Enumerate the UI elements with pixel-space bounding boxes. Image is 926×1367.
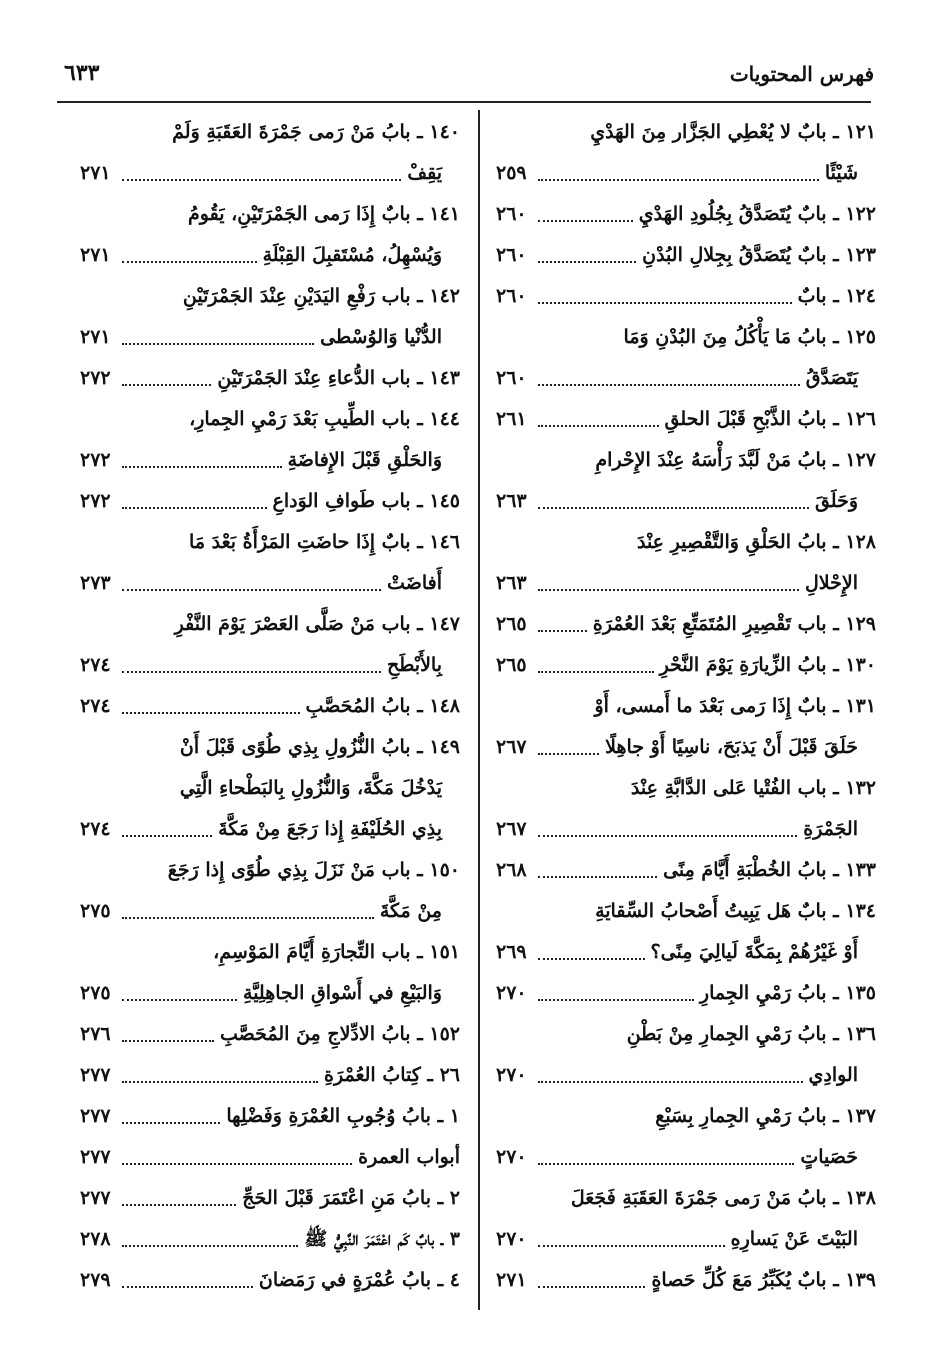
toc-entry-page: ٢٦٥ — [496, 654, 527, 676]
toc-entry-text: ١٤٦ ـ بابٌ إِذَا حاضَتِ المَرْأَةُ بَعْدَ مَا — [189, 531, 460, 553]
toc-entry-line — [80, 194, 460, 235]
dot-leader — [538, 876, 657, 878]
dot-leader — [122, 999, 237, 1001]
toc-entry-text: بِذِي الحُلَيْفَةِ إِذا رَجَعَ مِنْ مَكَّةَ — [218, 818, 442, 840]
dot-leader — [538, 835, 797, 837]
page-header-title: فهرس المحتويات — [729, 62, 874, 86]
toc-entry-line — [496, 686, 876, 727]
toc-entry-page: ٢٧٧ — [80, 1187, 111, 1209]
toc-entry-text: أبواب العمرة — [358, 1146, 460, 1168]
toc-entry-line — [496, 481, 876, 522]
toc-entry-text: ١٢٧ ـ بابُ مَنْ لَبَّدَ رَأْسَهُ عِنْدَ الإِحْرامِ — [595, 449, 876, 471]
toc-entry-page: ٢٧٠ — [496, 1146, 527, 1168]
toc-entry-page: ٢٧١ — [80, 162, 111, 184]
toc-entry-line — [80, 1014, 460, 1055]
toc-entry-text: ١٥٠ ـ باب مَنْ نَزَلَ بِذِي طُوًى إِذا رَجَعَ — [167, 859, 460, 881]
toc-entry-line — [80, 399, 460, 440]
toc-entry-text: بِالأَبْطَحِ — [386, 654, 442, 676]
toc-entry-page: ٢٦٩ — [496, 941, 527, 963]
toc-entry-text: ١٤٥ ـ باب طَوافِ الوَداعِ — [272, 490, 460, 512]
toc-entry-text: ١٢٨ ـ بابُ الحَلْقِ وَالتَّقْصِيرِ عِنْدَ — [636, 531, 876, 553]
toc-entry-line — [80, 153, 460, 194]
toc-entry-page: ٢٧١ — [496, 1269, 527, 1291]
toc-entry-text: ١٣٧ ـ بابُ رَمْيِ الجِمارِ بِسَبْعِ — [655, 1105, 876, 1127]
toc-entry-text: ١٤٩ ـ بابُ النُّزُولِ بِذِي طُوًى قَبْلَ أَنْ — [179, 736, 460, 758]
toc-entry-text: حَصَياتٍ — [800, 1146, 858, 1168]
page-number: ٦٣٣ — [64, 60, 100, 86]
toc-entry-text: ١٣٥ ـ بابُ رَمْيِ الجِمارِ — [699, 982, 876, 1004]
toc-entry-line — [80, 522, 460, 563]
toc-entry-page: ٢٧٧ — [80, 1064, 111, 1086]
dot-leader — [122, 712, 300, 714]
toc-entry-text: مِنْ مَكَّةَ — [379, 900, 442, 922]
dot-leader — [122, 179, 401, 181]
toc-entry-line — [80, 850, 460, 891]
toc-entry-line — [80, 440, 460, 481]
header-rule — [57, 101, 871, 103]
toc-entry-page: ٢٦٥ — [496, 613, 527, 635]
toc-entry-text: ١٢٦ ـ بابُ الذَّبْحِ قَبْلَ الحلقِ — [664, 408, 876, 430]
toc-entry-text: وَحَلَقَ — [814, 490, 858, 512]
toc-entry-page: ٢٧٢ — [80, 367, 111, 389]
toc-entry-line — [80, 604, 460, 645]
toc-entry-text: ١٥١ ـ باب التِّجارَةِ أَيَّامَ المَوْسِمِ، — [213, 941, 460, 963]
toc-entry-text: ١٢١ ـ بابٌ لا يُعْطِي الجَزَّار مِنَ الهَدْيِ — [590, 121, 876, 143]
toc-entry-text: ١٤٧ ـ باب مَنْ صَلَّى العَصْرَ يَوْمَ النَّفْرِ — [174, 613, 460, 635]
toc-entry-line — [80, 358, 460, 399]
toc-entry-text: يَدْخُلَ مَكَّةَ، وَالنُّزُولِ بِالبَطْحاءِ الَّتِي — [179, 777, 442, 799]
toc-entry-line — [80, 276, 460, 317]
toc-entry-line — [496, 563, 876, 604]
toc-entry-page: ٢٧٩ — [80, 1269, 111, 1291]
toc-entry-line — [80, 1178, 460, 1219]
toc-entry-page: ٢٦٠ — [496, 244, 527, 266]
toc-entry-line — [80, 809, 460, 850]
dot-leader — [122, 507, 267, 509]
dot-leader — [538, 753, 599, 755]
dot-leader — [122, 384, 211, 386]
toc-entry-page: ٢٦٧ — [496, 818, 527, 840]
toc-entry-line — [80, 727, 460, 768]
dot-leader — [122, 1081, 318, 1083]
toc-entry-text: ٢ ـ بابُ مَنِ اعْتَمَرَ قَبْلَ الحَجِّ — [242, 1187, 460, 1209]
toc-entry-line — [496, 1055, 876, 1096]
toc-entry-page: ٢٧٨ — [80, 1228, 111, 1250]
toc-entry-page: ٢٦٣ — [496, 490, 527, 512]
toc-entry-page: ٢٧٠ — [496, 1064, 527, 1086]
toc-entry-line — [80, 1055, 460, 1096]
toc-entry-page: ٢٧٢ — [80, 490, 111, 512]
dot-leader — [122, 466, 282, 468]
toc-entry-text: ١٤١ ـ بابٌ إِذَا رَمى الجَمْرَتَيْنِ، يَقُومُ — [188, 203, 460, 225]
toc-entry-line — [80, 235, 460, 276]
toc-entry-line — [496, 112, 876, 153]
toc-entry-line — [496, 645, 876, 686]
toc-entry-line — [496, 522, 876, 563]
toc-entry-page: ٢٦٠ — [496, 367, 527, 389]
toc-entry-line — [496, 1260, 876, 1301]
dot-leader — [122, 1040, 214, 1042]
toc-entry-page: ٢٧٧ — [80, 1105, 111, 1127]
toc-entry-line — [496, 1137, 876, 1178]
toc-entry-line — [80, 481, 460, 522]
toc-entry-page: ٢٧٦ — [80, 1023, 111, 1045]
toc-entry-text: شَيْئًا — [824, 162, 858, 184]
toc-entry-page: ٢٦٨ — [496, 859, 527, 881]
toc-entry-text: البَيْتَ عَنْ يَسارِهِ — [730, 1228, 858, 1250]
toc-entry-text: ١٣٩ ـ بابٌ يُكَبِّرُ مَعَ كُلِّ حَصاةٍ — [651, 1269, 876, 1291]
toc-entry-page: ٢٧٧ — [80, 1146, 111, 1168]
toc-right-column — [496, 112, 876, 1301]
toc-entry-page: ٢٧١ — [80, 326, 111, 348]
toc-entry-line — [496, 727, 876, 768]
toc-entry-text: ١٤٣ ـ باب الدُّعاءِ عِنْدَ الجَمْرَتَيْنِ — [217, 367, 460, 389]
toc-entry-text: ١٣١ ـ بابٌ إِذَا رَمى بَعْدَ ما أَمسى، أَوْ — [594, 695, 876, 717]
toc-entry-text: ١٤٤ ـ باب الطِّيبِ بَعْدَ رَمْيِ الجِمارِ، — [189, 408, 460, 430]
toc-entry-page: ٢٦٠ — [496, 203, 527, 225]
dot-leader — [122, 589, 381, 591]
toc-entry-text: الوادِي — [808, 1064, 858, 1086]
toc-left-column — [80, 112, 460, 1301]
toc-entry-line — [496, 850, 876, 891]
toc-entry-line — [80, 1137, 460, 1178]
toc-entry-line — [496, 399, 876, 440]
toc-entry-page: ٢٧٥ — [80, 900, 111, 922]
toc-entry-page: ٢٦٠ — [496, 285, 527, 307]
dot-leader — [122, 671, 381, 673]
toc-entry-line — [80, 768, 460, 809]
toc-entry-line — [496, 973, 876, 1014]
toc-entry-text: ١٣٨ ـ بابُ مَنْ رَمى جَمْرَةَ العَقَبَةِ فَجَعَلَ — [570, 1187, 876, 1209]
toc-entry-page: ٢٧٢ — [80, 449, 111, 471]
toc-entry-text: الإِحْلالِ — [804, 572, 858, 594]
toc-entry-text: ١٣٠ ـ بابُ الزِّيارَةِ يَوْمَ النَّحْرِ — [659, 654, 876, 676]
dot-leader — [538, 425, 659, 427]
toc-entry-line — [80, 563, 460, 604]
toc-entry-page: ٢٥٩ — [496, 162, 527, 184]
dot-leader — [538, 999, 694, 1001]
toc-entry-text: ١٣٢ ـ باب الفُتْيا عَلى الدَّابَّةِ عِنْدَ — [630, 777, 876, 799]
toc-entry-line — [80, 932, 460, 973]
toc-entry-line — [496, 153, 876, 194]
toc-entry-text: الجَمْرَةِ — [803, 818, 858, 840]
column-divider — [478, 110, 480, 1310]
toc-entry-line — [80, 686, 460, 727]
toc-entry-line — [496, 1178, 876, 1219]
toc-entry-line — [496, 1096, 876, 1137]
toc-entry-line — [80, 317, 460, 358]
dot-leader — [538, 589, 799, 591]
toc-entry-line — [496, 317, 876, 358]
dot-leader — [122, 917, 374, 919]
toc-entry-text: ١٣٤ ـ بابٌ هَل يَبِيتُ أَصْحابُ السِّقايَةِ — [595, 900, 876, 922]
toc-entry-text: وَالبَيْعِ في أَسْواقِ الجاهِلِيَّةِ — [243, 982, 442, 1004]
toc-entry-line — [496, 276, 876, 317]
toc-entry-page: ٢٧٤ — [80, 695, 111, 717]
dot-leader — [538, 507, 809, 509]
toc-entry-text: ١٤٠ ـ بابُ مَنْ رَمى جَمْرَةَ العَقَبَةِ وَلَمْ — [172, 121, 460, 143]
toc-entry-text: ١٥٢ ـ بابُ الادِّلاجِ مِنَ المُحَصَّبِ — [220, 1023, 460, 1045]
toc-entry-text: ١٤٨ ـ بابُ المُحَصَّبِ — [305, 695, 460, 717]
dot-leader — [122, 343, 314, 345]
toc-entry-text: أَفاضَتْ — [387, 572, 442, 594]
toc-entry-page: ٢٧٥ — [80, 982, 111, 1004]
toc-entry-line — [80, 1219, 460, 1260]
toc-entry-text: ١ ـ بابُ وُجُوبِ العُمْرَةِ وَفَضْلِها — [226, 1105, 460, 1127]
toc-entry-page: ٢٧١ — [80, 244, 111, 266]
toc-entry-page: ٢٧٤ — [80, 818, 111, 840]
toc-entry-text: ٣ ـ بابٌ كَم اعْتَمَرَ النَّبِيُّ ﷺ — [304, 1228, 460, 1250]
toc-entry-line — [80, 645, 460, 686]
toc-entry-line — [496, 932, 876, 973]
toc-entry-line — [80, 1096, 460, 1137]
toc-entry-line — [496, 604, 876, 645]
toc-entry-line — [496, 235, 876, 276]
toc-entry-text: ١٢٢ ـ بابٌ يُتَصَدَّقُ بِجُلُودِ الهَدْيِ — [638, 203, 876, 225]
dot-leader — [122, 261, 257, 263]
toc-entry-page: ٢٦٣ — [496, 572, 527, 594]
toc-entry-line — [80, 891, 460, 932]
toc-entry-text: ٤ ـ بابُ عُمْرَةٍ في رَمَضانَ — [258, 1269, 460, 1291]
dot-leader — [538, 1286, 645, 1288]
dot-leader — [538, 384, 800, 386]
dot-leader — [538, 1081, 803, 1083]
toc-entry-text: يَقِفْ — [407, 162, 442, 184]
dot-leader — [122, 1286, 253, 1288]
dot-leader — [538, 179, 819, 181]
toc-entry-line — [80, 112, 460, 153]
toc-entry-text: ١٣٣ ـ بابُ الخُطْبَةِ أَيَّامَ مِنًى — [663, 859, 876, 881]
toc-entry-page: ٢٧٠ — [496, 1228, 527, 1250]
toc-entry-line — [496, 768, 876, 809]
dot-leader — [538, 958, 645, 960]
toc-entry-line — [80, 973, 460, 1014]
toc-entry-line — [496, 440, 876, 481]
toc-entry-line — [80, 1260, 460, 1301]
toc-entry-page: ٢٧٠ — [496, 982, 527, 1004]
toc-entry-page: ٢٧٤ — [80, 654, 111, 676]
toc-entry-line — [496, 1014, 876, 1055]
toc-entry-text: ١٤٢ ـ باب رَفْعِ اليَدَيْنِ عِنْدَ الجَمْرَتَيْنِ — [182, 285, 460, 307]
dot-leader — [122, 1245, 298, 1247]
toc-entry-line — [496, 891, 876, 932]
dot-leader — [122, 1163, 352, 1165]
toc-entry-text: الدُّنْيا وَالوُسْطى — [320, 326, 442, 348]
toc-entry-text: حَلَقَ قَبْلَ أَنْ يَذبَحَ، ناسِيًا أَوْ جاهِلًا — [605, 736, 858, 758]
dot-leader — [538, 261, 636, 263]
toc-entry-text: ١٢٥ ـ بابُ مَا يَأْكُلُ مِنَ البُدْنِ وَمَا — [623, 326, 876, 348]
dot-leader — [538, 302, 792, 304]
dot-leader — [538, 220, 633, 222]
dot-leader — [538, 630, 587, 632]
dot-leader — [122, 835, 212, 837]
toc-entry-text: وَيُسْهِلُ، مُسْتَقبِلَ القِبْلَةِ — [262, 244, 442, 266]
toc-entry-text: وَالحَلْقِ قَبْلَ الإِفاضَةِ — [287, 449, 442, 471]
dot-leader — [538, 1245, 725, 1247]
toc-entry-page: ٢٦١ — [496, 408, 527, 430]
toc-entry-line — [496, 358, 876, 399]
toc-entry-text: أَوْ غَيْرُهُمْ بِمَكَّةَ لَيالِيَ مِنًى؟ — [650, 941, 858, 963]
dot-leader — [538, 671, 654, 673]
toc-entry-page: ٢٦٧ — [496, 736, 527, 758]
dot-leader — [538, 1163, 794, 1165]
toc-entry-line — [496, 194, 876, 235]
toc-entry-page: ٢٧٣ — [80, 572, 111, 594]
dot-leader — [122, 1122, 220, 1124]
toc-entry-text: ١٢٣ ـ بابٌ يُتَصَدَّقُ بِجِلالِ البُدْنِ — [642, 244, 876, 266]
toc-entry-text: ١٢٩ ـ باب تَقْصِيرِ المُتَمَتِّعِ بَعْدَ العُمْرَةِ — [592, 613, 876, 635]
toc-entry-text: ٢٦ ـ كِتابُ العُمْرَةِ — [324, 1064, 460, 1086]
dot-leader — [122, 1204, 236, 1206]
toc-entry-text: يَتَصَدَّقُ — [805, 367, 858, 389]
toc-entry-line — [496, 1219, 876, 1260]
toc-entry-text: ١٣٦ ـ بابُ رَمْيِ الجِمارِ مِنْ بَطْنِ — [626, 1023, 876, 1045]
toc-entry-text: ١٢٤ ـ بابٌ — [797, 285, 876, 307]
toc-entry-line — [496, 809, 876, 850]
